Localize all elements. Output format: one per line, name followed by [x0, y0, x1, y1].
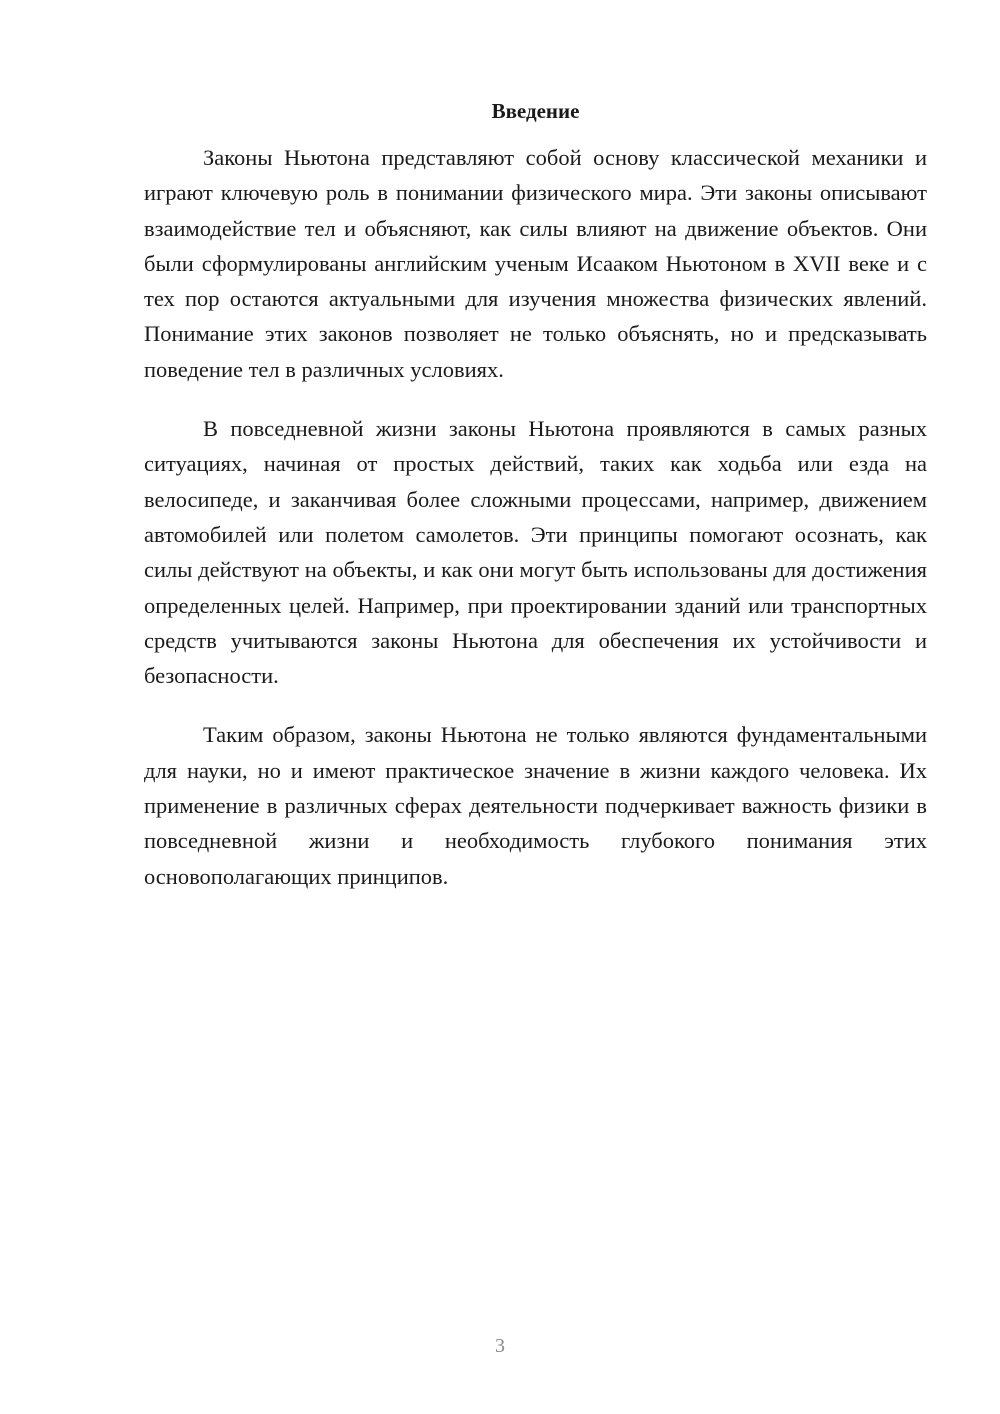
- section-heading: Введение: [491, 99, 580, 123]
- paragraph-3: Таким образом, законы Ньютона не только являются фундаментальными для науки, но и имеют практическое значение в жизни каждого человека. Их применение в различных сферах деятельности подчеркивает важность физики в повседневной жизни и необходимость глубокого понимания этих основополагающих принципов.: [144, 722, 927, 889]
- page-content: [144, 96, 927, 918]
- page-number: 3: [495, 1335, 505, 1357]
- paragraph-1: Законы Ньютона представляют собой основу классической механики и играют ключевую роль в понимании физического мира. Эти законы описывают взаимодействие тел и объясняют, как силы влияют на движение объектов. Они были сформулированы английским ученым Исааком Ньютоном в XVII веке и с тех пор остаются актуальными для изучения множества физических явлений. Понимание этих законов позволяет не только объяснять, но и предсказывать поведение тел в различных условиях.: [144, 145, 927, 382]
- paragraph-2: В повседневной жизни законы Ньютона проявляются в самых разных ситуациях, начиная от простых действий, таких как ходьба или езда на велосипеде, и заканчивая более сложными процессами, например, движением автомобилей или полетом самолетов. Эти принципы помогают осознать, как силы действуют на объекты, и как они могут быть использованы для достижения определенных целей. Например, при проектировании зданий или транспортных средств учитываются законы Ньютона для обеспечения их устойчивости и безопасности.: [144, 416, 927, 689]
